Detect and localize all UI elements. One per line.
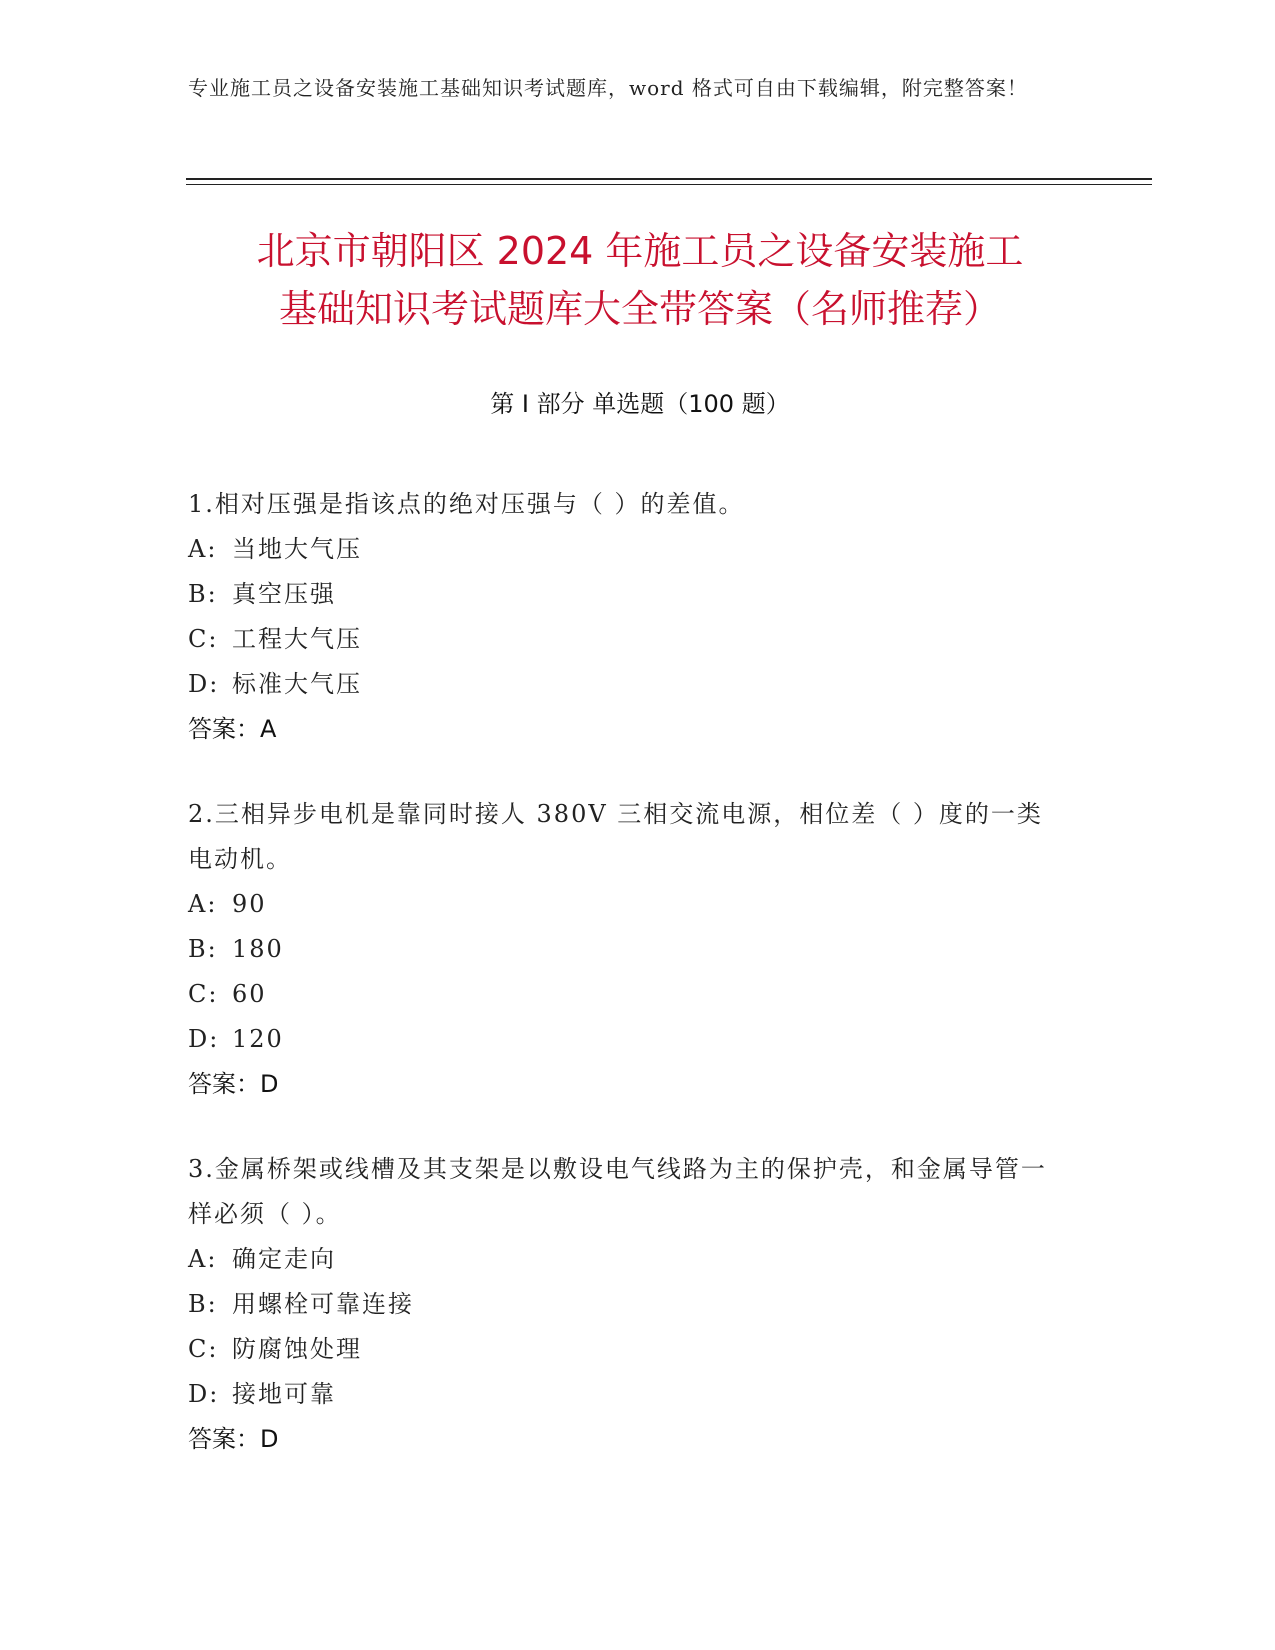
option-letter: A: xyxy=(188,535,218,563)
option-letter: C: xyxy=(188,1335,219,1363)
question-stem: 1.相对压强是指该点的绝对压强与（ ）的差值。 xyxy=(188,490,745,518)
question-list xyxy=(188,482,1068,1502)
option-text: 180 xyxy=(232,935,284,963)
option-text: 标准大气压 xyxy=(232,670,362,698)
question-3 xyxy=(188,1147,1068,1462)
option-letter: A: xyxy=(188,1245,218,1273)
option-b xyxy=(188,927,1068,972)
option-c xyxy=(188,972,1068,1017)
answer: 答案：D xyxy=(188,1070,279,1098)
option-d xyxy=(188,662,1068,707)
option-d xyxy=(188,1372,1068,1417)
option-b xyxy=(188,572,1068,617)
option-c xyxy=(188,617,1068,662)
option-letter: B: xyxy=(188,1290,218,1318)
option-letter: D: xyxy=(188,670,220,698)
option-text: 接地可靠 xyxy=(232,1380,336,1408)
option-text: 60 xyxy=(232,980,267,1008)
question-2 xyxy=(188,792,1068,1107)
header-divider-thick xyxy=(186,178,1152,180)
option-text: 确定走向 xyxy=(232,1245,336,1273)
option-a xyxy=(188,1237,1068,1282)
option-letter: D: xyxy=(188,1380,220,1408)
option-c xyxy=(188,1327,1068,1372)
question-stem: 2.三相异步电机是靠同时接人 380V 三相交流电源，相位差（ ）度的一类电动机。 xyxy=(188,800,1043,873)
option-d xyxy=(188,1017,1068,1062)
option-b xyxy=(188,1282,1068,1327)
option-letter: C: xyxy=(188,980,219,1008)
question-stem: 3.金属桥架或线槽及其支架是以敷设电气线路为主的保护壳，和金属导管一样必须（ ）。 xyxy=(188,1155,1047,1228)
option-letter: C: xyxy=(188,625,219,653)
section-title: 第 I 部分 单选题（100 题） xyxy=(490,390,790,418)
option-text: 当地大气压 xyxy=(232,535,362,563)
header-divider-thin xyxy=(186,184,1152,185)
option-letter: A: xyxy=(188,890,218,918)
option-text: 工程大气压 xyxy=(232,625,362,653)
option-letter: D: xyxy=(188,1025,220,1053)
option-text: 用螺栓可靠连接 xyxy=(232,1290,414,1318)
option-a xyxy=(188,527,1068,572)
option-text: 120 xyxy=(232,1025,284,1053)
option-text: 90 xyxy=(232,890,267,918)
answer: 答案：A xyxy=(188,715,277,743)
header-note: 专业施工员之设备安装施工基础知识考试题库，word 格式可自由下载编辑，附完整答案！ xyxy=(188,76,1028,100)
option-a xyxy=(188,882,1068,927)
question-1 xyxy=(188,482,1068,752)
document-title-line-2: 基础知识考试题库大全带答案（名师推荐） xyxy=(278,287,1001,331)
document-title-line-1: 北京市朝阳区 2024 年施工员之设备安装施工 xyxy=(256,229,1024,273)
option-letter: B: xyxy=(188,935,218,963)
document-title xyxy=(150,222,1130,338)
option-text: 真空压强 xyxy=(232,580,336,608)
option-text: 防腐蚀处理 xyxy=(232,1335,362,1363)
option-letter: B: xyxy=(188,580,218,608)
answer: 答案：D xyxy=(188,1425,279,1453)
